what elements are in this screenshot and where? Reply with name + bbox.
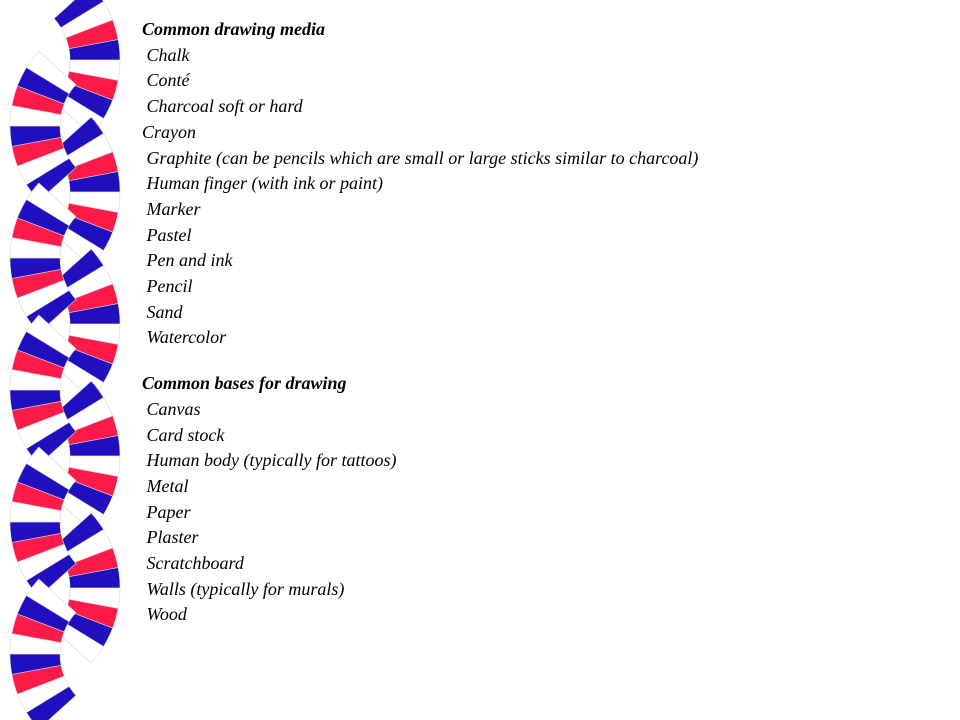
section-heading-drawing-media: Common drawing media — [142, 19, 326, 39]
list-item: Marker — [142, 198, 201, 219]
list-item: Graphite (can be pencils which are small or large sticks similar to charcoal) — [142, 147, 699, 168]
fan-ornament — [10, 183, 76, 333]
list-item: Scratchboard — [142, 553, 244, 574]
list-item: Conté — [142, 70, 190, 91]
fan-ornament — [10, 447, 76, 597]
section-heading-drawing-bases: Common bases for drawing — [142, 373, 347, 394]
list-item: Pastel — [142, 224, 192, 245]
fan-ornament — [54, 513, 120, 663]
section-drawing-media — [142, 17, 942, 351]
list-item: Wood — [142, 604, 187, 625]
decorative-fan-border — [0, 0, 130, 720]
list-item: Charcoal soft or hard — [142, 96, 303, 117]
list-item: Human finger (with ink or paint) — [142, 173, 383, 194]
list-item: Pen and ink — [142, 250, 233, 271]
list-item: Sand — [142, 301, 183, 322]
fan-ornament — [54, 381, 120, 531]
fan-ornament — [10, 315, 76, 465]
list-item: Card stock — [142, 424, 225, 445]
fan-ornament — [10, 579, 76, 720]
fan-ornament — [10, 51, 76, 201]
section-spacer — [142, 351, 942, 371]
fan-ornament — [54, 117, 120, 267]
fan-ornament — [54, 0, 120, 135]
drawing-media-list — [142, 43, 942, 351]
drawing-bases-list — [142, 397, 942, 628]
list-item: Canvas — [142, 398, 201, 419]
list-item: Paper — [142, 501, 191, 522]
list-item: Chalk — [142, 44, 190, 65]
list-item: Watercolor — [142, 327, 227, 348]
fan-ornament — [54, 249, 120, 399]
list-item: Walls (typically for murals) — [142, 578, 345, 599]
list-item: Metal — [142, 475, 189, 496]
section-drawing-bases — [142, 371, 942, 628]
list-item: Crayon — [142, 121, 196, 142]
list-item: Pencil — [142, 276, 193, 297]
list-item: Plaster — [142, 527, 199, 548]
slide-content — [142, 17, 942, 628]
list-item: Human body (typically for tattoos) — [142, 450, 397, 471]
